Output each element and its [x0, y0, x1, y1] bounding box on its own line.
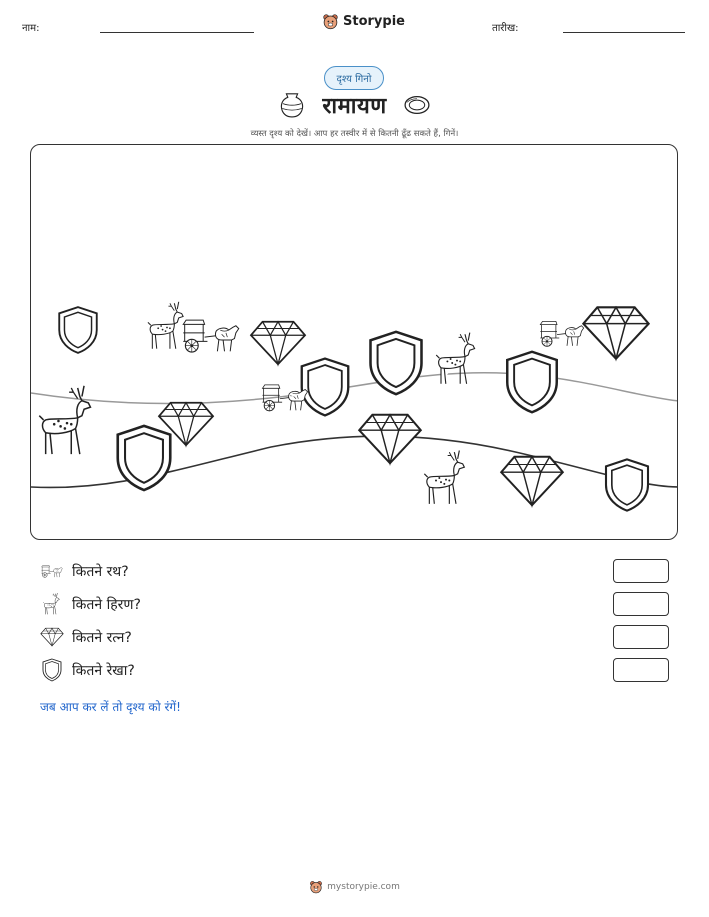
- shield-icon: [507, 352, 557, 413]
- shield-icon: [302, 359, 349, 416]
- brand-logo: [322, 13, 405, 30]
- chariot-icon: [540, 321, 583, 346]
- gem-icon: [359, 415, 421, 463]
- date-label: तारीख:: [492, 23, 519, 34]
- gem-icon: [501, 457, 563, 505]
- worksheet-badge: दृश्य गिनो: [324, 66, 384, 90]
- question-row: [40, 560, 129, 582]
- answer-box[interactable]: [613, 625, 669, 649]
- gem-icon: [40, 626, 64, 648]
- question-text: कितने रत्न?: [72, 629, 132, 646]
- ring-icon: [403, 93, 431, 117]
- shield-icon: [59, 307, 97, 353]
- answer-box[interactable]: [613, 559, 669, 583]
- deer-icon: [436, 333, 474, 384]
- chariot-icon: [183, 320, 238, 352]
- chariot-icon: [40, 560, 64, 582]
- name-field[interactable]: [100, 32, 254, 33]
- busy-scene: [30, 144, 678, 540]
- color-instruction: जब आप कर लें तो दृश्य को रंगें!: [40, 700, 181, 714]
- deer-icon: [148, 302, 183, 349]
- question-text: कितने हिरण?: [72, 596, 141, 613]
- question-text: कितने रथ?: [72, 563, 129, 580]
- page-title: रामायण: [322, 94, 387, 119]
- deer-icon: [40, 593, 64, 615]
- back-hill-line: [31, 373, 678, 404]
- pot-icon: [278, 91, 306, 119]
- question-row: [40, 626, 132, 648]
- name-label: नाम:: [22, 23, 40, 34]
- answer-box[interactable]: [613, 592, 669, 616]
- deer-icon: [424, 451, 464, 504]
- brand-name: Storypie: [343, 14, 405, 29]
- instructions: व्यस्त दृश्य को देखें। आप हर तस्वीर में से कितनी ढूँढ सकते हैं, गिनें।: [250, 129, 459, 139]
- question-row: [40, 659, 135, 681]
- question-text: कितने रेखा?: [72, 662, 135, 679]
- answer-box[interactable]: [613, 658, 669, 682]
- shield-icon: [371, 332, 422, 394]
- gem-icon: [583, 307, 648, 358]
- shield-icon: [40, 659, 64, 681]
- question-row: [40, 593, 141, 615]
- gem-icon: [251, 322, 305, 365]
- footer-site[interactable]: mystorypie.com: [327, 882, 400, 892]
- footer: [0, 880, 709, 894]
- bear-logo-icon: [322, 13, 339, 30]
- bear-logo-icon: [309, 880, 323, 894]
- title-row: [0, 90, 709, 120]
- shield-icon: [606, 459, 648, 510]
- date-field[interactable]: [563, 32, 685, 33]
